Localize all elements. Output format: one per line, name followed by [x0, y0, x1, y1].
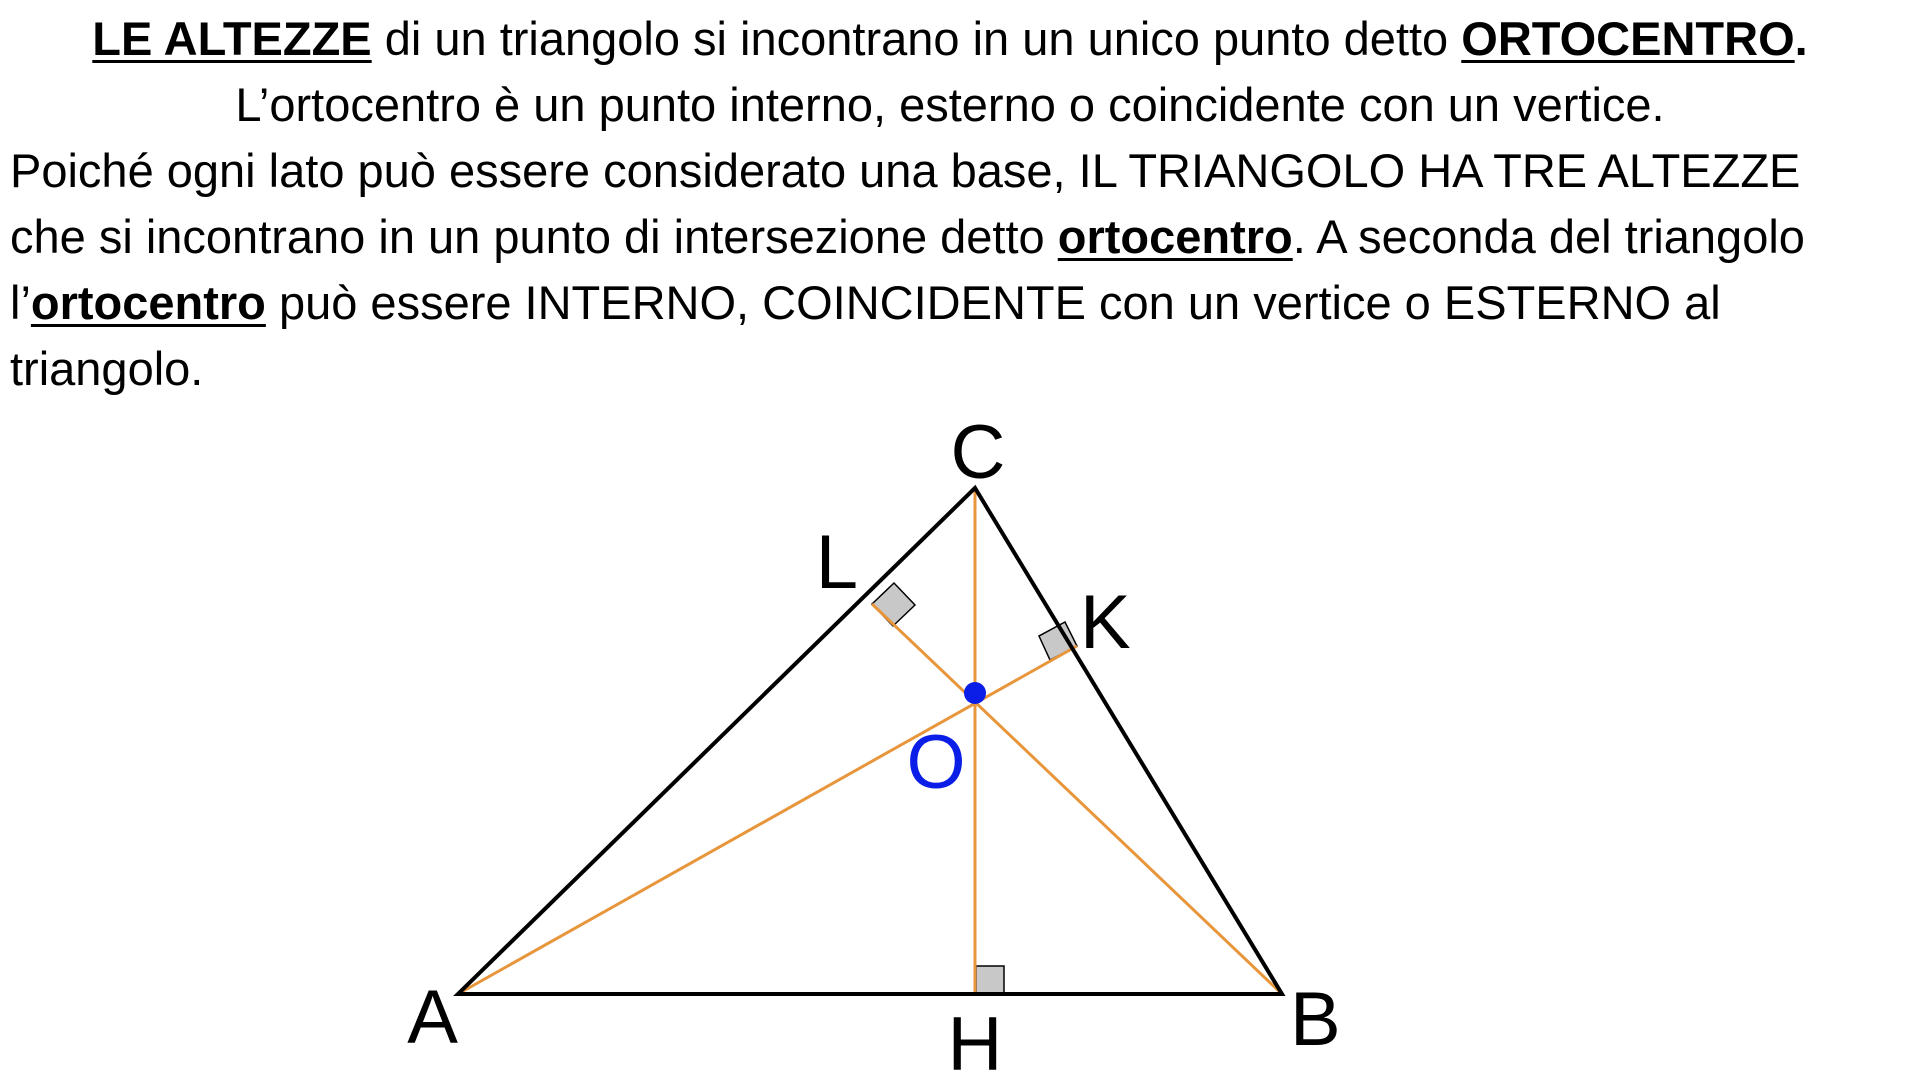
- foot-label-k: K: [1080, 580, 1131, 665]
- term-ortocentro-2: ortocentro: [30, 276, 266, 329]
- title-period: .: [1794, 12, 1808, 65]
- paragraph-line-4: triangolo.: [10, 342, 204, 395]
- vertex-label-a: A: [407, 975, 458, 1060]
- paragraph-line-2-post: . A seconda del triangolo: [1292, 210, 1805, 263]
- term-ortocentro-1: ortocentro: [1057, 210, 1293, 263]
- right-angle-marker-h: [976, 966, 1004, 994]
- foot-label-h: H: [947, 1002, 1003, 1080]
- term-ortocentro-title: ORTOCENTRO: [1461, 12, 1795, 65]
- paragraph-line-3-post: può essere INTERNO, COINCIDENTE con un vertice o ESTERNO al: [265, 276, 1721, 329]
- orthocenter-point: [964, 682, 986, 704]
- foot-label-l: L: [815, 520, 858, 605]
- term-le-altezze: LE ALTEZZE: [92, 12, 372, 65]
- subtitle-line: L’ortocentro è un punto interno, esterno o coincidente con un vertice.: [235, 78, 1665, 131]
- vertex-label-c: C: [950, 410, 1006, 495]
- orthocenter-label-o: O: [906, 720, 966, 805]
- title-middle-text: di un triangolo si incontrano in un unico punto detto: [371, 12, 1462, 65]
- paragraph-line-3-pre: l’: [10, 276, 31, 329]
- right-angle-marker-l: [872, 583, 915, 626]
- paragraph-line-2-pre: che si incontrano in un punto di intersezione detto: [10, 210, 1058, 263]
- triangle-abc: [458, 488, 1282, 994]
- vertex-label-b: B: [1290, 977, 1341, 1062]
- paragraph-line-1: Poiché ogni lato può essere considerato una base, IL TRIANGOLO HA TRE ALTEZZE: [10, 144, 1801, 197]
